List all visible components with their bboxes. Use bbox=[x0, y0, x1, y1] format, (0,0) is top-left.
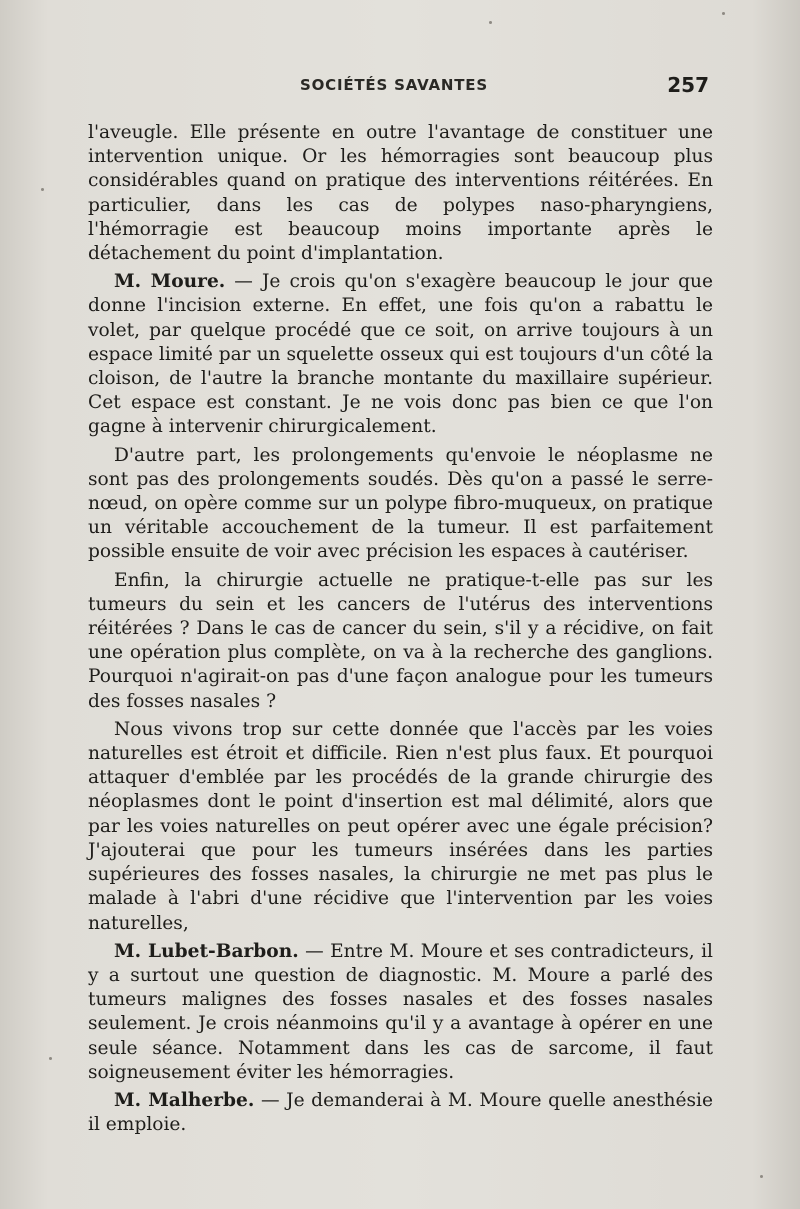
page-number: 257 bbox=[667, 73, 709, 97]
speaker-name: M. Lubet-Barbon. bbox=[114, 940, 299, 962]
paragraph bbox=[88, 121, 713, 266]
paragraph-text: D'autre part, les prolongements qu'envoie le néoplasme ne sont pas des prolongements soudés. Dès qu'on a passé le serre-nœud, on opère comme sur un polype fibro-muqueux, on pratique un véritable accouchement de la tumeur. Il est parfaitement possible ensuite de voir avec précision les espaces à cautériser. bbox=[88, 444, 713, 563]
running-head: SOCIÉTÉS SAVANTES bbox=[300, 76, 488, 94]
paragraph bbox=[88, 940, 713, 1085]
paper-speck bbox=[760, 1175, 763, 1178]
paragraph bbox=[88, 270, 713, 439]
page-header bbox=[88, 74, 713, 102]
paper-speck bbox=[41, 188, 44, 191]
paragraph bbox=[88, 1089, 713, 1137]
paragraph-text: Nous vivons trop sur cette donnée que l'accès par les voies naturelles est étroit et difficile. Rien n'est plus faux. Et pourquoi attaquer d'emblée par les procédés de la grande chirurgie des néoplasmes dont le point d'insertion est mal délimité, alors que par les voies naturelles on peut opérer avec une égale précision? J'ajouterai que pour les tumeurs insérées dans les parties supérieures des fosses nasales, la chirurgie ne met pas plus le malade à l'abri d'une récidive que l'intervention par les voies naturelles, bbox=[88, 718, 713, 934]
speaker-name: M. Moure. bbox=[114, 271, 226, 293]
paper-speck bbox=[722, 12, 725, 15]
body-text bbox=[88, 121, 713, 1141]
paragraph-text: — Je demanderai à M. Moure quelle anesthésie il emploie. bbox=[88, 1089, 713, 1136]
paragraph-text: Enfin, la chirurgie actuelle ne pratique-t-elle pas sur les tumeurs du sein et les cancers de l'utérus des interventions réitérées ? Dans le cas de cancer du sein, s'il y a récidive, on fait une opération plus complète, on va à la recherche des ganglions. Pourquoi n'agirait-on pas d'une façon analogue pour les tumeurs des fosses nasales ? bbox=[88, 569, 713, 712]
paragraph bbox=[88, 718, 713, 936]
paragraph bbox=[88, 444, 713, 565]
paragraph-text: — Je crois qu'on s'exagère beaucoup le jour que donne l'incision externe. En effet, une fois qu'on a rabattu le volet, par quelque procédé que ce soit, on arrive toujours à un espace limité par un squelette osseux qui est toujours d'un côté la cloison, de l'autre la branche montante du maxillaire supérieur. Cet espace est constant. Je ne vois donc pas bien ce que l'on gagne à intervenir chirurgicalement. bbox=[88, 271, 713, 438]
paper-speck bbox=[489, 21, 492, 24]
speaker-name: M. Malherbe. bbox=[114, 1089, 255, 1111]
paragraph-text: — Entre M. Moure et ses contradicteurs, il y a surtout une question de diagnostic. M. Moure a parlé des tumeurs malignes des fosses nasales et des fosses nasales seulement. Je crois néanmoins qu'il y a avantage à opérer en une seule séance. Notamment dans les cas de sarcome, il faut soigneusement éviter les hémorragies. bbox=[88, 940, 713, 1083]
paragraph-text: l'aveugle. Elle présente en outre l'avantage de constituer une intervention unique. Or les hémorragies sont beaucoup plus considérables quand on pratique des interventions réitérées. En particulier, dans les cas de polypes naso-pharyngiens, l'hémorragie est beaucoup moins importante après le détachement du point d'implantation. bbox=[88, 122, 713, 265]
paragraph bbox=[88, 569, 713, 714]
paper-speck bbox=[49, 1057, 52, 1060]
